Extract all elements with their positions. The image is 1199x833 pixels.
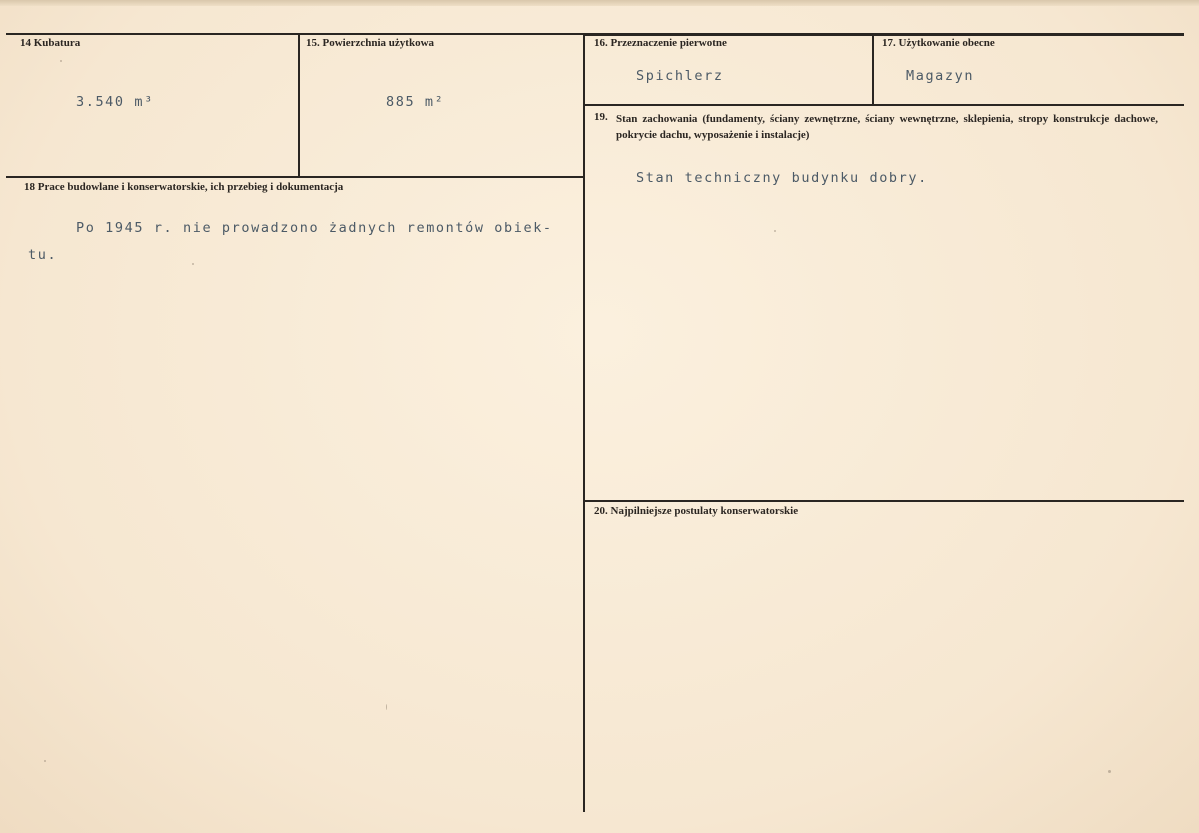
- center-divider: [583, 34, 585, 812]
- rule-under-14-15: [6, 176, 584, 178]
- card-top-edge: [0, 0, 1199, 6]
- uzytkowanie-value: Magazyn: [906, 68, 975, 84]
- paper-speck: [60, 60, 62, 62]
- przeznaczenie-label: 16. Przeznaczenie pierwotne: [594, 37, 727, 49]
- top-rule-left: [6, 33, 584, 35]
- divider-14-15: [298, 34, 300, 176]
- paper-speck: [1108, 770, 1111, 773]
- top-rule-right: [584, 33, 1184, 36]
- paper-speck: [192, 263, 194, 265]
- postulaty-label: 20. Najpilniejsze postulaty konserwatorskie: [594, 505, 799, 517]
- stan-label: Stan zachowania (fundamenty, ściany zewnętrzne, ściany wewnętrzne, sklepienia, stropy konstrukcje dachowe, pokrycie dachu, wyposażenie i instalacje): [616, 113, 1158, 141]
- przeznaczenie-value: Spichlerz: [636, 68, 724, 84]
- paper-speck: [774, 230, 776, 232]
- uzytkowanie-label: 17. Użytkowanie obecne: [882, 37, 995, 49]
- prace-label: 18 Prace budowlane i konserwatorskie, ich przebieg i dokumentacja: [24, 181, 344, 193]
- rule-under-16-17: [584, 104, 1184, 106]
- rule-under-19: [584, 500, 1184, 502]
- stan-number: 19.: [594, 111, 608, 123]
- powierzchnia-value: 885 m²: [386, 94, 445, 110]
- prace-value: Po 1945 r. nie prowadzono żadnych remontów obiek-tu.: [28, 220, 553, 263]
- stan-value: Stan techniczny budynku dobry.: [636, 170, 928, 186]
- paper-speck: [44, 760, 46, 762]
- kubatura-value: 3.540 m³: [76, 94, 154, 110]
- paper-speck: [386, 704, 387, 710]
- kubatura-label: 14 Kubatura: [20, 37, 81, 49]
- divider-16-17: [872, 34, 874, 104]
- powierzchnia-label: 15. Powierzchnia użytkowa: [306, 37, 435, 49]
